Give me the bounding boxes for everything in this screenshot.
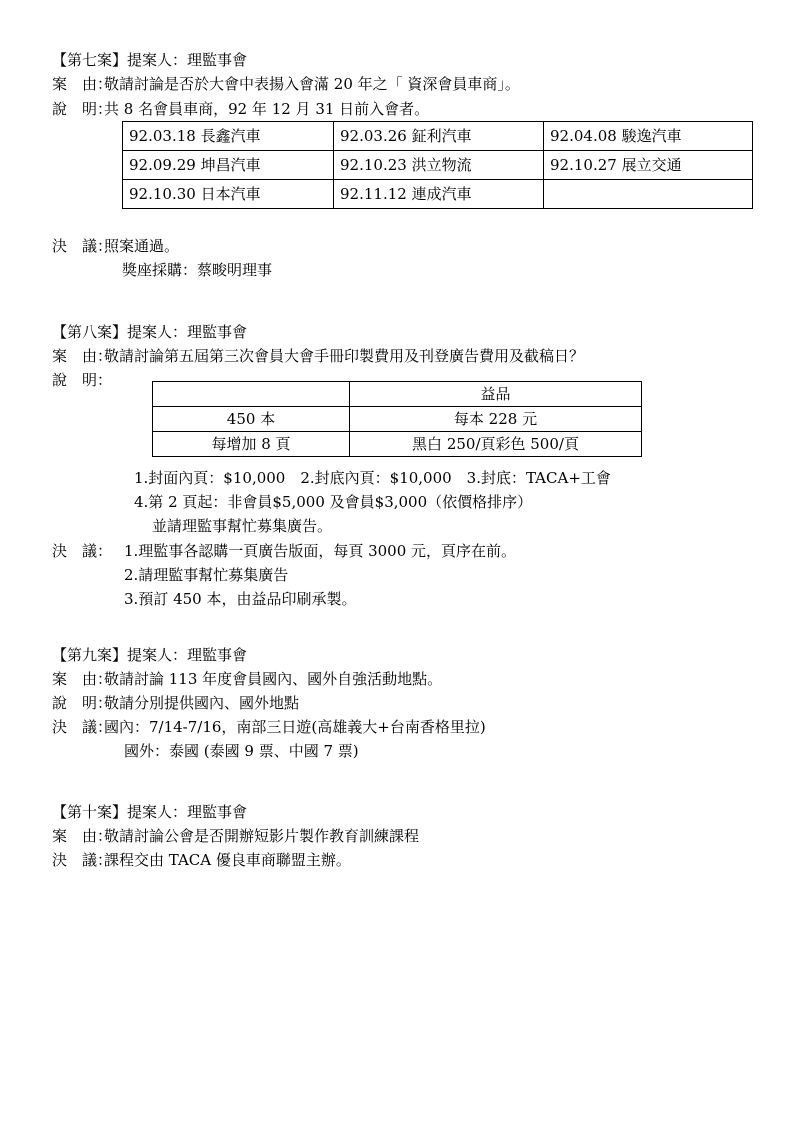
case8-note-1: 1.封面內頁：$10,000 2.封底內頁：$10,000 3.封底：TACA+工會 [134,469,611,487]
reason-label: 案 由： [52,75,113,93]
reason-text: 敬請討論公會是否開辦短影片製作教育訓練課程 [104,827,420,845]
members-table [122,121,753,209]
table-cell [544,180,753,209]
reason-text: 敬請討論 113 年度會員國內、國外自強活動地點。 [104,670,443,688]
explain-label: 說 明： [52,694,113,712]
case8-note-2: 4.第 2 頁起：非會員$5,000 及會員$3,000（依價格排序） [134,493,533,511]
resolution-label: 決 議： [52,542,113,560]
table-row [153,382,642,407]
case8-resolution-2: 2.請理監事幫忙募集廣告 [124,566,289,584]
explain-text: 共 8 名會員車商，92 年 12 月 31 日前入會者。 [104,100,430,118]
table-row [153,432,642,457]
table-cell: 92.04.08 駿逸汽車 [544,122,753,151]
table-header-cell: 益品 [350,382,642,407]
resolution-text: 照案通過。 [104,237,180,255]
case9-resolution-2: 國外：泰國 (泰國 9 票、中國 7 票) [124,742,359,760]
reason-label: 案 由： [52,347,113,365]
case7-header: 【第七案】提案人：理監事會 [52,51,248,69]
resolution-text: 1.理監事各認購一頁廣告版面，每頁 3000 元，頁序在前。 [124,542,517,560]
case9-header: 【第九案】提案人：理監事會 [52,646,248,664]
resolution-label: 決 議： [52,851,113,869]
reason-text: 敬請討論是否於大會中表揚入會滿 20 年之「 資深會員車商」。 [104,75,520,93]
table-cell: 92.11.12 連成汽車 [334,180,544,209]
resolution-text: 國內：7/14-7/16，南部三日遊(高雄義大+台南香格里拉) [104,718,486,736]
case10-header: 【第十案】提案人：理監事會 [52,803,248,821]
case8-resolution-3: 3.預訂 450 本，由益品印刷承製。 [124,590,357,608]
table-cell: 92.09.29 坤昌汽車 [123,151,334,180]
table-cell: 92.03.26 鉦利汽車 [334,122,544,151]
table-header-cell [153,382,350,407]
table-cell: 每增加 8 頁 [153,432,350,457]
table-row [123,122,753,151]
case8-note-3: 並請理監事幫忙募集廣告。 [152,517,333,535]
case8-resolution [52,539,516,563]
case9-reason [52,667,442,691]
table-row [123,180,753,209]
print-cost-table [152,381,642,457]
explain-label: 說 明： [52,371,113,389]
case9-resolution [52,715,486,739]
table-cell: 92.10.27 展立交通 [544,151,753,180]
table-cell: 92.10.30 日本汽車 [123,180,334,209]
table-cell: 450 本 [153,407,350,432]
table-row [153,407,642,432]
table-cell: 黑白 250/頁彩色 500/頁 [350,432,642,457]
reason-label: 案 由： [52,827,113,845]
reason-text: 敬請討論第五屆第三次會員大會手冊印製費用及刊登廣告費用及截稿日？ [104,347,585,365]
case8-explain [52,368,113,392]
case7-resolution-2: 獎座採購：蔡畯明理事 [122,261,273,279]
case7-resolution [52,234,179,258]
case10-reason [52,824,419,848]
case9-explain [52,691,299,715]
table-cell: 92.10.23 洪立物流 [334,151,544,180]
resolution-text: 課程交由 TACA 優良車商聯盟主辦。 [104,851,351,869]
case8-header: 【第八案】提案人：理監事會 [52,323,248,341]
case8-reason [52,344,584,368]
table-row [123,151,753,180]
resolution-label: 決 議： [52,718,113,736]
case7-reason [52,72,520,96]
table-cell: 92.03.18 長鑫汽車 [123,122,334,151]
explain-text: 敬請分別提供國內、國外地點 [104,694,300,712]
explain-label: 說 明： [52,100,113,118]
case10-resolution [52,848,351,872]
reason-label: 案 由： [52,670,113,688]
table-cell: 每本 228 元 [350,407,642,432]
case7-explain [52,97,429,121]
resolution-label: 決 議： [52,237,113,255]
